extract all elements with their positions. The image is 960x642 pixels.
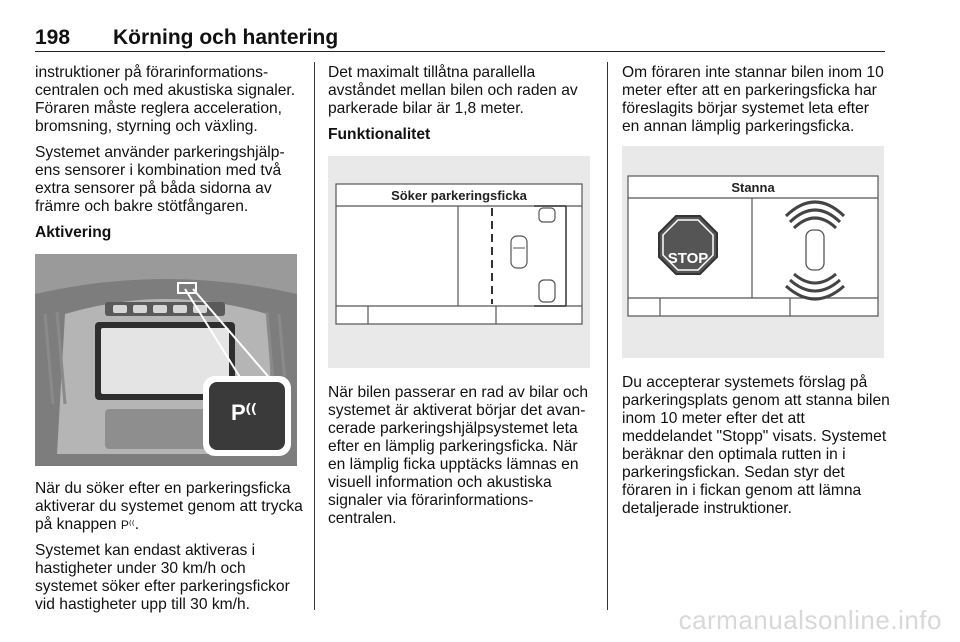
dashboard-photo — [35, 254, 297, 466]
page-header — [35, 26, 885, 52]
dashboard-illustration — [35, 254, 297, 466]
section-heading-aktivering: Aktivering — [35, 224, 112, 241]
column-divider — [314, 62, 315, 610]
chapter-title: Körning och hantering — [113, 26, 339, 49]
paragraph: Om föraren inte stannar bilen inom 10 meter efter att en parkeringsficka har föreslagits börjar systemet leta efter en annan lämplig parkeringsficka. — [622, 64, 884, 135]
paragraph: När bilen passerar en rad av bilar och systemet är aktiverat börjar det avancerade parkeringshjälpsystemet leta efter en lämplig parkeringsficka. När en lämplig ficka upptäcks lämnas en visuell information och akustiska signaler via förarinformationscentralen. — [328, 384, 589, 527]
paragraph: Systemet kan endast aktiveras i hastigheter under 30 km/h och systemet söker efter parkeringsfickor vid hastigheter upp till 30 km/h. — [35, 542, 290, 613]
paragraph-text: När du söker efter en parkeringsficka aktiverar du systemet genom att trycka på knappen — [35, 480, 303, 533]
paragraph — [35, 480, 303, 534]
paragraph: instruktioner på förarinformationscentralen och med akustiska signaler. Föraren måste reglera acceleration, bromsning, styrning och växling. — [35, 64, 296, 135]
stop-figure — [622, 146, 884, 358]
search-parking-figure — [328, 156, 590, 368]
column-1 — [35, 64, 303, 622]
paragraph: Det maximalt tillåtna parallella avståndet mellan bilen och raden av parkerade bilar är 1,8 meter. — [328, 64, 578, 117]
column-divider — [607, 62, 608, 610]
stop-display — [622, 146, 884, 358]
figure-title: Stanna — [731, 180, 775, 195]
watermark: carmanualsonline.info — [678, 605, 942, 635]
figure-title: Söker parkeringsficka — [391, 188, 527, 203]
park-assist-button-icon: P⁽⁽ — [231, 400, 257, 425]
header-rule — [35, 51, 885, 52]
paragraph-text: . — [134, 516, 140, 533]
column-2 — [328, 64, 596, 536]
stop-sign-text: STOP — [667, 250, 709, 267]
column-3 — [622, 64, 890, 526]
paragraph: Systemet använder parkeringshjälpens sensorer i kombination med två extra sensorer på båda sidorna av främre och bakre stötfångaren. — [35, 144, 285, 215]
page-number: 198 — [35, 26, 71, 49]
section-heading-funktionalitet: Funktionalitet — [328, 126, 431, 143]
paragraph: Du accepterar systemets förslag på parkeringsplats genom att stanna bilen inom 10 meter efter det att meddelandet "Stopp" visats. Systemet beräknar den optimala rutten in i parkeringsfickan. Sedan styr det föraren in i fickan genom att lämna detaljerade instruktioner. — [622, 374, 890, 517]
park-assist-icon: P⁽⁽ — [120, 518, 135, 532]
